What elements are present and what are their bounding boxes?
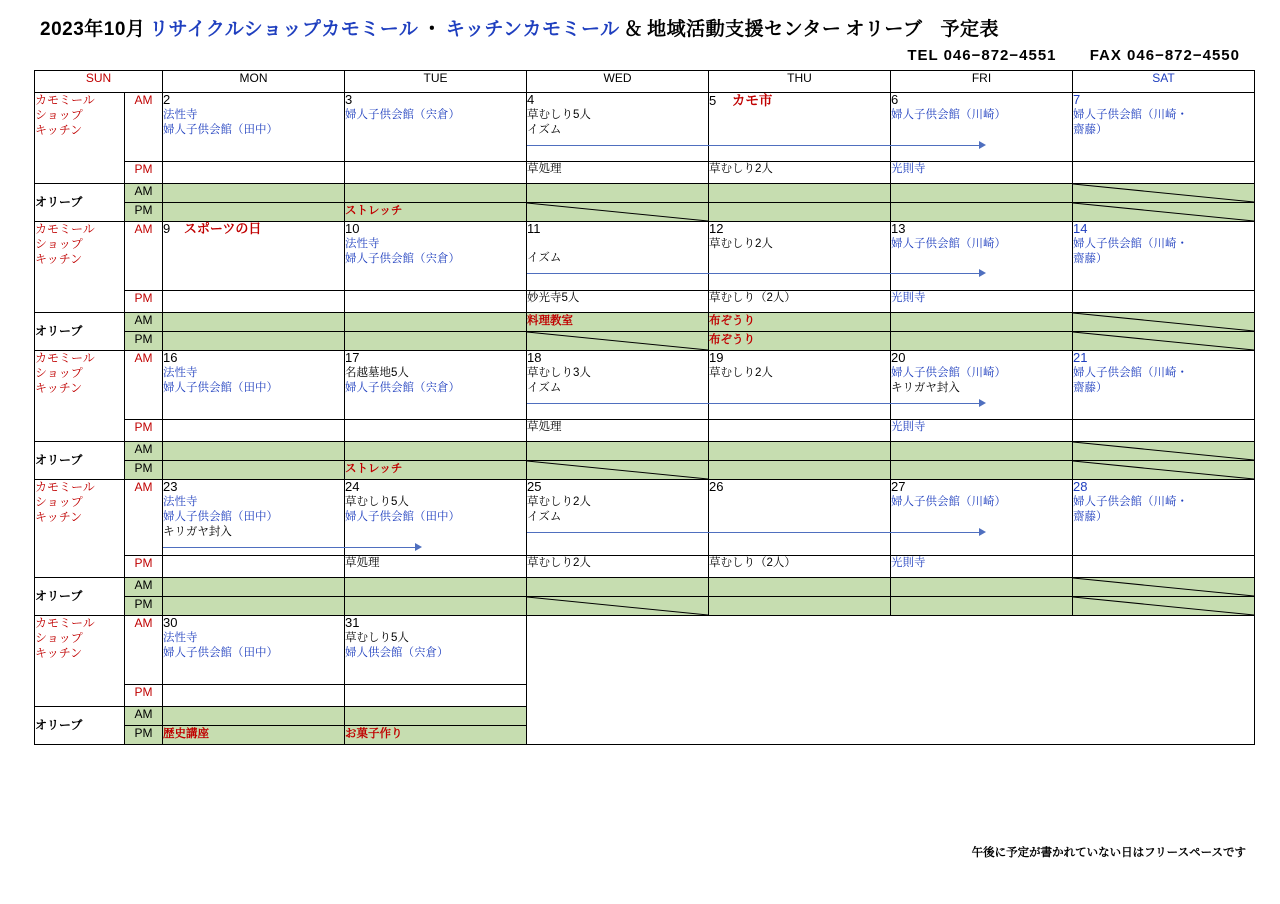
event-with-arrow [527,510,708,540]
event-text: 草むしり（2人） [709,556,796,569]
cell-am-18 [527,351,709,420]
olive-pm-14 [1073,332,1255,351]
label-line1: カモミール [35,480,95,494]
pm-marker: PM [125,420,163,442]
col-mon: MON [163,71,345,93]
am-marker: AM [125,442,163,461]
event-text: 婦人子供会館（川崎） [891,495,1006,508]
pm-marker: PM [125,725,163,744]
col-wed: WED [527,71,709,93]
olive-am-19 [709,442,891,461]
day-number-wrap [163,222,344,237]
cell-am-13 [891,222,1073,291]
cell-pm-28 [1073,555,1255,577]
olive-pm-20 [891,461,1073,480]
row-label-kamomile [35,93,125,184]
olive-pm-6 [891,203,1073,222]
cell-am-27 [891,480,1073,556]
cell-am-20 [891,351,1073,420]
olive-pm-5 [709,203,891,222]
cell-am-21 [1073,351,1255,420]
event-text: 草むしり（2人） [709,292,796,304]
olive-am-6 [891,184,1073,203]
olive-pm-25 [527,596,709,615]
pm-marker: PM [125,684,163,706]
event-text: 布ぞうり [709,334,755,346]
event-text: 婦人子供会館（川崎・ [1073,108,1188,121]
event-text: 妙光寺5人 [527,292,580,304]
olive-pm-16 [163,461,345,480]
col-fri: FRI [891,71,1073,93]
row-label-kamomile [35,615,125,706]
strike-through-icon [1073,578,1254,596]
day-number: 12 [709,221,724,236]
label-line2: ショップ [35,108,83,122]
cell-pm-4 [527,162,709,184]
cell-am-5 [709,93,891,162]
olive-pm-17 [345,461,527,480]
table-row [35,222,1255,291]
cell-pm-30 [163,684,345,706]
strike-through-icon [1073,597,1254,615]
schedule-table [34,70,1255,745]
cell-pm-18 [527,420,709,442]
cell-pm-9 [163,291,345,313]
col-tue: TUE [345,71,527,93]
title-amp: ＆ [623,19,644,40]
cell-pm-6 [891,162,1073,184]
cell-pm-3 [345,162,527,184]
event-text: イズム [527,510,562,523]
col-sat: SAT [1073,71,1255,93]
day-number: 9 [163,221,171,236]
cell-am-23 [163,480,345,556]
pm-marker: PM [125,332,163,351]
olive-pm-10 [345,332,527,351]
table-row [35,480,1255,556]
am-marker: AM [125,222,163,291]
cell-am-4 [527,93,709,162]
am-marker: AM [125,706,163,725]
cell-am-24 [345,480,527,556]
label-line1: カモミール [35,222,95,236]
event-text: 草むしり5人 [527,108,591,121]
strike-through-icon [1073,461,1254,479]
title-doctype: 予定表 [940,19,999,40]
cell-am-14 [1073,222,1255,291]
day-number-wrap [709,93,890,109]
row-label-kamomile [35,222,125,313]
table-row [35,420,1255,442]
label-line2: ショップ [35,495,83,509]
olive-pm-12 [709,332,891,351]
event-text: 名越墓地5人 [345,366,409,379]
cell-pm-31 [345,684,527,706]
table-row [35,615,1255,684]
day-number: 23 [163,479,178,494]
event-text: 歴史講座 [163,727,209,740]
label-line1: カモミール [35,615,95,630]
cell-pm-27 [891,555,1073,577]
table-row [35,332,1255,351]
olive-am-11 [527,313,709,332]
day-number: 11 [527,221,541,236]
olive-am-18 [527,442,709,461]
event-text: 齋藤） [1073,252,1108,265]
olive-pm-18 [527,461,709,480]
cell-pm-24 [345,555,527,577]
cell-am-12 [709,222,891,291]
strike-through-icon [527,332,708,350]
day-number: 30 [163,614,178,630]
cell-pm-7 [1073,162,1255,184]
event-text: 齋藤） [1073,123,1108,136]
event-text: 婦人子供会館（川崎） [891,366,1006,379]
olive-pm-28 [1073,596,1255,615]
pm-marker: PM [125,162,163,184]
label-line2: ショップ [35,630,83,645]
strike-through-icon [1073,332,1254,350]
olive-am-30 [163,706,345,725]
strike-through-icon [1073,313,1254,331]
label-line2: ショップ [35,237,83,251]
olive-am-13 [891,313,1073,332]
cell-pm-2 [163,162,345,184]
olive-am-12 [709,313,891,332]
event-text: イズム [527,381,562,394]
table-row [35,442,1255,461]
col-thu: THU [709,71,891,93]
am-marker: AM [125,577,163,596]
table-row [35,162,1255,184]
day-number: 5 [709,93,717,108]
cell-am-10 [345,222,527,291]
cell-am-28 [1073,480,1255,556]
title-org4: オリーブ [845,19,923,40]
table-row [35,596,1255,615]
olive-am-26 [709,577,891,596]
table-row [35,577,1255,596]
page-title [40,14,1246,41]
strike-through-icon [1073,203,1254,221]
table-row [35,291,1255,313]
pm-marker: PM [125,203,163,222]
day-number: 24 [345,479,360,494]
olive-am-21 [1073,442,1255,461]
cell-pm-20 [891,420,1073,442]
pm-marker: PM [125,291,163,313]
event-text: イズム [527,123,562,136]
row-label-olive: オリーブ [35,442,125,480]
row-label-olive: オリーブ [35,577,125,615]
cell-am-2 [163,93,345,162]
row-label-olive: オリーブ [35,706,125,744]
event-text: 草処理 [345,556,380,569]
event-text: 草処理 [527,421,562,433]
event-text: 草むしり2人 [527,495,591,508]
table-row [35,203,1255,222]
event-with-arrow [163,525,344,555]
olive-am-28 [1073,577,1255,596]
pm-marker: PM [125,461,163,480]
event-text: 光則寺 [891,421,926,433]
event-with-arrow [527,381,708,411]
cell-pm-19 [709,420,891,442]
col-sun: SUN [35,71,163,93]
day-number: 18 [527,350,542,365]
cell-pm-17 [345,420,527,442]
pm-marker: PM [125,555,163,577]
day-number: 17 [345,350,360,365]
olive-am-9 [163,313,345,332]
event-text: 婦人子供会館（宍倉） [345,252,460,265]
am-marker: AM [125,615,163,684]
olive-pm-3 [345,203,527,222]
day-number: 14 [1073,221,1088,236]
cell-am-17 [345,351,527,420]
day-number: 26 [709,479,724,494]
cell-pm-21 [1073,420,1255,442]
cell-am-25 [527,480,709,556]
label-line2: ショップ [35,366,83,380]
cell-am-7 [1073,93,1255,162]
event-text: 法性寺 [345,237,380,250]
tel-text: TEL 046−872−4551 [907,47,1057,64]
olive-am-23 [163,577,345,596]
title-org3: 地域活動支援センター [647,19,842,40]
olive-pm-21 [1073,461,1255,480]
olive-am-2 [163,184,345,203]
cell-am-16 [163,351,345,420]
event-text: 婦人子供会館（川崎・ [1073,366,1188,379]
am-marker: AM [125,351,163,420]
event-text: 草処理 [527,163,562,175]
label-line1: カモミール [35,93,95,107]
table-header-row [35,71,1255,93]
olive-am-25 [527,577,709,596]
event-text: イズム [527,251,562,264]
cell-pm-26 [709,555,891,577]
event-text: 婦人子供会館（田中） [163,123,278,136]
cell-pm-12 [709,291,891,313]
am-marker: AM [125,184,163,203]
day-number: 27 [891,479,906,494]
cell-am-11 [527,222,709,291]
strike-through-icon [527,203,708,221]
olive-pm-2 [163,203,345,222]
table-row [35,351,1255,420]
olive-pm-7 [1073,203,1255,222]
event-text: 法性寺 [163,366,198,379]
event-text: 婦人子供会館（田中） [345,510,460,523]
strike-through-icon [527,461,708,479]
olive-am-24 [345,577,527,596]
event-text: 婦人子供会館（宍倉） [345,108,460,121]
day-number: 16 [163,350,178,365]
event-text: ストレッチ [345,463,403,475]
row-label-kamomile [35,480,125,578]
day-number: 19 [709,350,724,365]
title-org1: リサイクルショップカモミール [149,19,419,40]
event-text: 法性寺 [163,495,198,508]
illustration-area [527,615,1255,744]
label-line3: キッチン [35,252,83,266]
event-text: 婦人子供会館（田中） [163,381,278,394]
row-label-olive: オリーブ [35,184,125,222]
cell-am-26 [709,480,891,556]
table-row [35,461,1255,480]
event-text: 婦人子供会館（田中） [163,510,278,523]
special-event: カモ市 [731,93,773,108]
olive-am-4 [527,184,709,203]
am-marker: AM [125,313,163,332]
cell-am-9 [163,222,345,291]
event-text: キリガヤ封入 [163,525,232,538]
olive-am-10 [345,313,527,332]
contact-line [34,47,1240,64]
event-text: 齋藤） [1073,381,1108,394]
day-number: 7 [1073,92,1081,107]
day-number: 28 [1073,479,1088,494]
olive-am-31 [345,706,527,725]
event-text: お菓子作り [345,727,403,740]
pm-marker: PM [125,596,163,615]
table-row [35,313,1255,332]
footnote: 午後に予定が書かれていない日はフリースペースです [971,847,1246,859]
event-text: 法性寺 [163,108,198,121]
label-line3: キッチン [35,645,83,660]
cell-pm-14 [1073,291,1255,313]
strike-through-icon [1073,442,1254,460]
strike-through-icon [1073,184,1254,202]
event-text: 婦人子供会館（田中） [163,646,278,659]
event-with-arrow [527,251,708,281]
title-org2: キッチンカモミール [445,19,620,40]
event-text: 草むしり5人 [345,495,409,508]
day-number: 21 [1073,350,1088,365]
olive-pm-30 [163,725,345,744]
fax-text: FAX 046−872−4550 [1089,47,1240,64]
table-body [35,93,1255,745]
cell-pm-5 [709,162,891,184]
label-line3: キッチン [35,381,83,395]
cell-am-3 [345,93,527,162]
cell-pm-13 [891,291,1073,313]
event-text: 草むしり2人 [709,237,773,250]
olive-am-14 [1073,313,1255,332]
row-label-olive: オリーブ [35,313,125,351]
cell-am-30 [163,615,345,684]
event-text: ストレッチ [345,205,403,217]
day-number: 13 [891,221,906,236]
olive-pm-19 [709,461,891,480]
olive-am-20 [891,442,1073,461]
strike-through-icon [527,597,708,615]
event-text: 婦人子供会館（川崎） [891,237,1006,250]
olive-pm-31 [345,725,527,744]
event-text: 婦人子供会館（川崎） [891,108,1006,121]
row-label-kamomile [35,351,125,442]
event-text: 婦人子供会館（宍倉） [345,381,460,394]
event-text: 光則寺 [891,163,926,175]
event-text: 婦人子供会館（川崎・ [1073,495,1188,508]
olive-am-17 [345,442,527,461]
cell-pm-25 [527,555,709,577]
event-text: 草むしり2人 [709,366,773,379]
cell-pm-11 [527,291,709,313]
olive-am-3 [345,184,527,203]
event-text: 草むしり2人 [527,556,591,569]
olive-pm-4 [527,203,709,222]
event-text: 婦人子供会館（川崎・ [1073,237,1188,250]
event-text: 布ぞうり [709,315,755,327]
table-row [35,555,1255,577]
day-number: 31 [345,614,360,630]
event-text: 光則寺 [891,292,926,304]
day-number: 10 [345,221,360,236]
label-line3: キッチン [35,510,83,524]
cell-am-31 [345,615,527,684]
cell-am-19 [709,351,891,420]
event-text: 草むしり2人 [709,163,773,175]
olive-pm-23 [163,596,345,615]
cell-pm-23 [163,555,345,577]
day-number: 2 [163,92,171,107]
olive-pm-11 [527,332,709,351]
olive-pm-9 [163,332,345,351]
olive-am-7 [1073,184,1255,203]
event-text: 婦人供会館（宍倉） [345,646,449,659]
title-sep: ・ [422,19,442,40]
am-marker: AM [125,480,163,556]
label-line1: カモミール [35,351,95,365]
olive-pm-26 [709,596,891,615]
olive-pm-24 [345,596,527,615]
olive-pm-27 [891,596,1073,615]
table-row [35,184,1255,203]
day-number: 20 [891,350,906,365]
event-text: 料理教室 [527,315,573,327]
holiday-label: スポーツの日 [183,221,262,236]
cell-pm-10 [345,291,527,313]
day-number: 25 [527,479,542,494]
olive-am-27 [891,577,1073,596]
day-number: 4 [527,92,535,107]
title-month: 2023年10月 [40,19,146,40]
event-text: 草むしり3人 [527,366,591,379]
olive-am-5 [709,184,891,203]
event-with-arrow [527,123,708,153]
am-marker: AM [125,93,163,162]
event-text: 齋藤） [1073,510,1108,523]
event-text: 法性寺 [163,631,198,644]
day-number: 6 [891,92,899,107]
table-row [35,93,1255,162]
event-text: 光則寺 [891,556,926,569]
olive-pm-13 [891,332,1073,351]
event-text: 草むしり5人 [345,631,409,644]
cell-am-6 [891,93,1073,162]
cell-pm-16 [163,420,345,442]
label-line3: キッチン [35,123,83,137]
event-text: キリガヤ封入 [891,381,960,394]
day-number: 3 [345,92,353,107]
olive-am-16 [163,442,345,461]
